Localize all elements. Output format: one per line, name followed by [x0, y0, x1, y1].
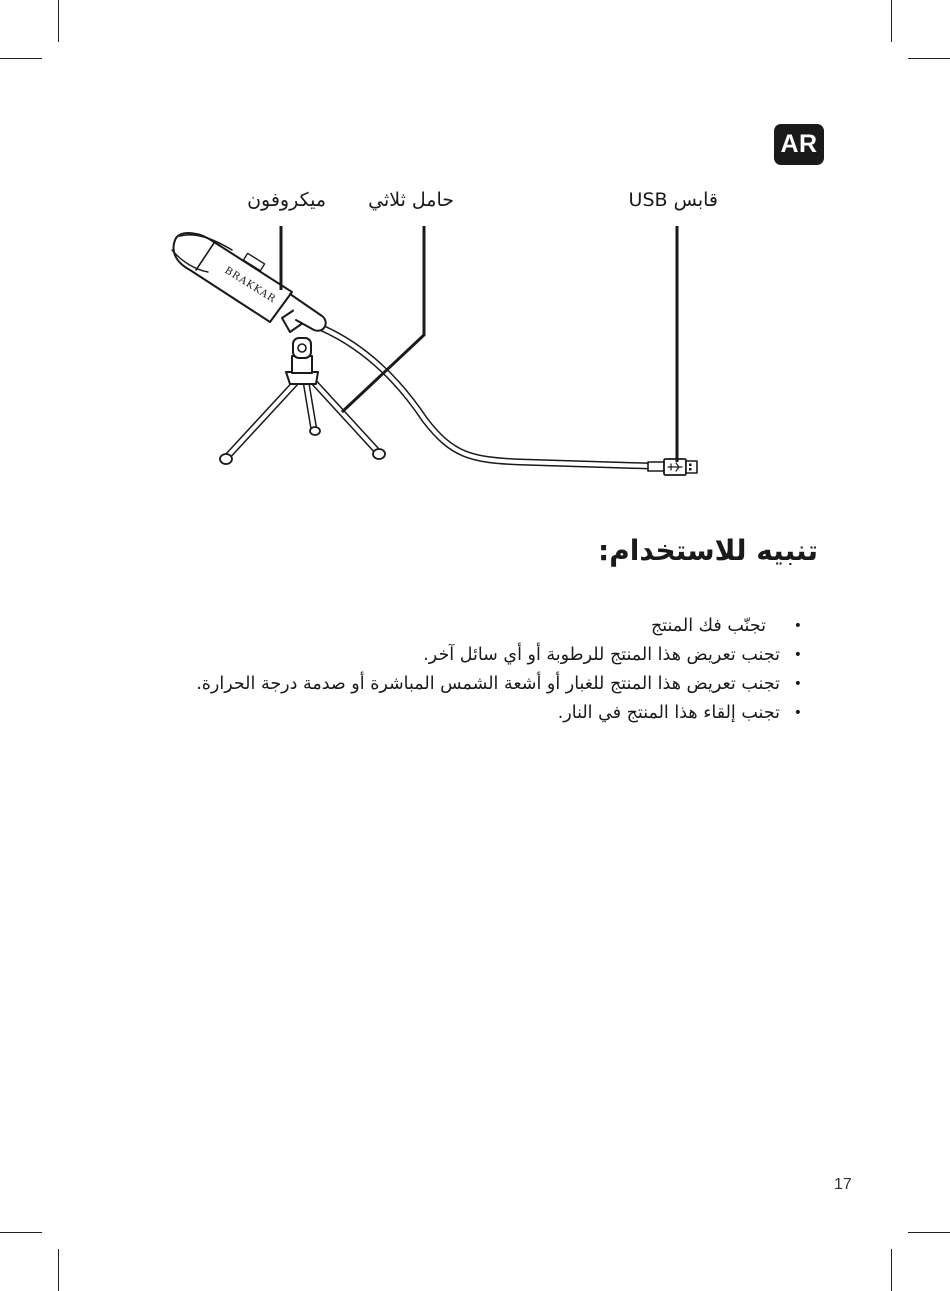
- tripod-callout: حامل ثلاثي: [368, 189, 454, 211]
- microphone-illustration: [0, 0, 950, 520]
- language-badge: AR: [774, 124, 824, 165]
- microphone-callout: ميكروفون: [247, 189, 326, 211]
- list-item: [196, 699, 802, 728]
- crop-mark: [0, 1232, 42, 1233]
- usb-plug-icon: [648, 459, 697, 475]
- warning-text: تجنب تعريض هذا المنتج للرطوبة أو أي سائل آخر.: [423, 645, 780, 665]
- list-item: [196, 641, 802, 670]
- tripod-icon: [220, 338, 385, 464]
- warning-text: تجنّب فك المنتج: [650, 616, 766, 636]
- list-item: [196, 612, 802, 641]
- warnings-list: [196, 612, 802, 728]
- section-title: تنبيه للاستخدام:: [598, 534, 818, 567]
- warning-text: تجنب تعريض هذا المنتج للغبار أو أشعة الشمس المباشرة أو صدمة درجة الحرارة.: [196, 674, 780, 694]
- crop-mark: [891, 1249, 892, 1291]
- crop-mark: [58, 1249, 59, 1291]
- page-number: 17: [834, 1176, 852, 1193]
- tripod-leader-line: [342, 226, 424, 412]
- list-item: [196, 670, 802, 699]
- crop-mark: [908, 1232, 950, 1233]
- usb-plug-callout: قابس USB: [628, 189, 718, 211]
- warning-text: تجنب إلقاء هذا المنتج في النار.: [557, 703, 780, 723]
- microphone-brand-text: BRAKKAR: [222, 265, 278, 306]
